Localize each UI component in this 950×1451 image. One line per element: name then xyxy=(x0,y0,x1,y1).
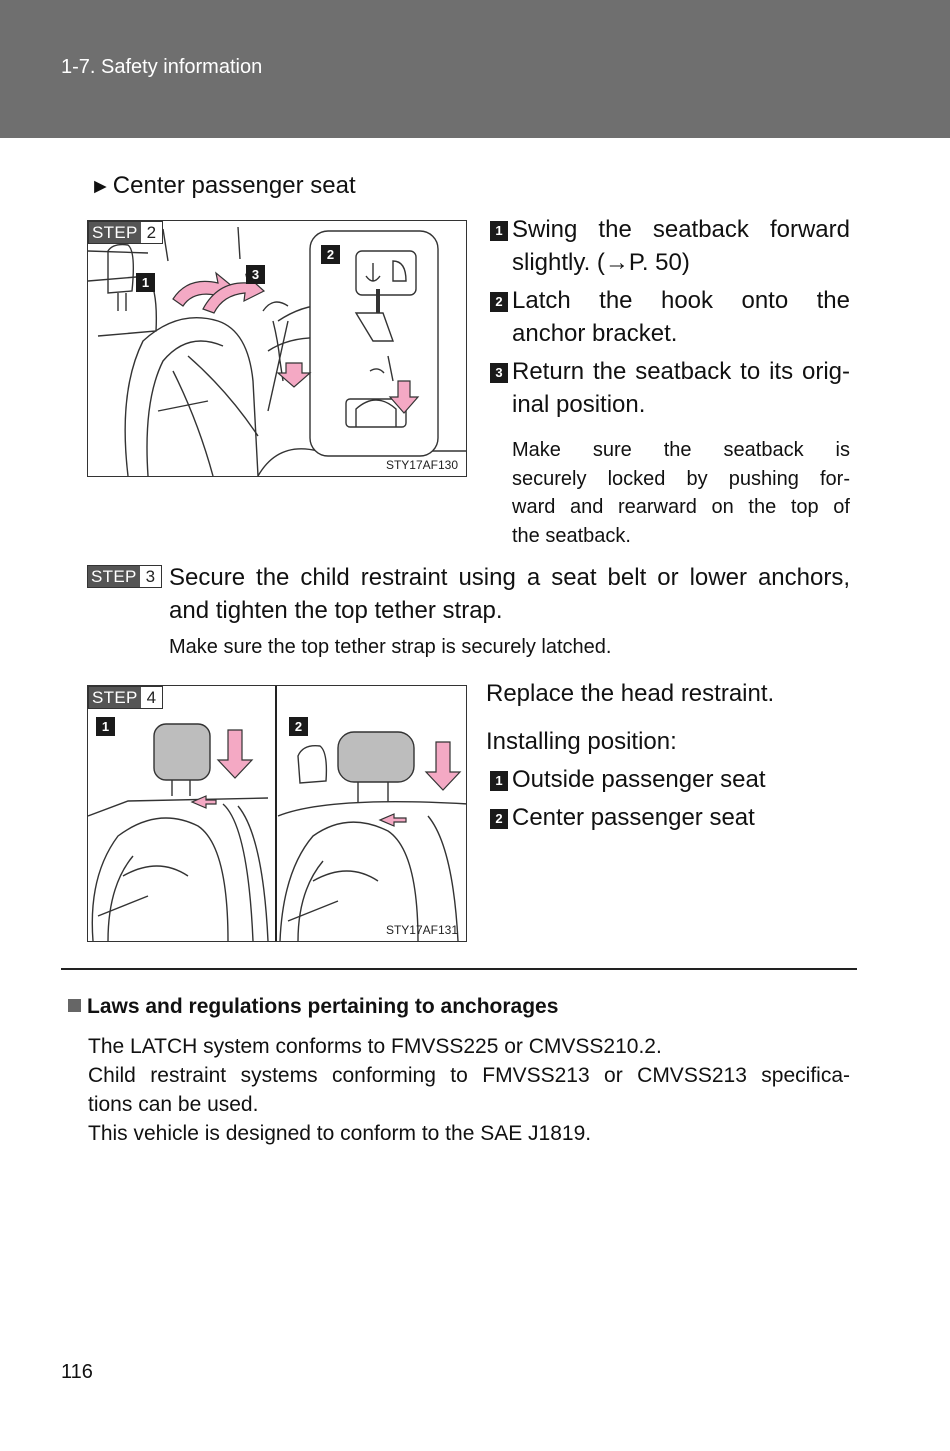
step-3-label: STEP xyxy=(88,566,140,587)
installing-item-2-number: 2 xyxy=(490,809,508,829)
step-4-label: STEP xyxy=(89,687,141,708)
square-bullet-icon xyxy=(68,999,81,1012)
seatback-illustration xyxy=(88,221,467,477)
section-divider xyxy=(61,968,857,970)
figure-head-restraint xyxy=(87,685,467,942)
step2-item-3-number: 3 xyxy=(490,363,508,383)
laws-p3: This vehicle is designed to conform to the SAE J1819. xyxy=(88,1122,592,1145)
step2-note-line1: Make sure the seatback is xyxy=(512,439,850,461)
step2-note-line4: the seatback. xyxy=(512,524,631,547)
step-3-badge xyxy=(87,565,162,588)
installing-item-2 xyxy=(490,801,850,834)
step2-note xyxy=(512,436,850,550)
step2-item-1-line1: Swing the seatback forward xyxy=(512,216,850,243)
step-3-number: 3 xyxy=(145,567,156,586)
step2-item-1-number: 1 xyxy=(490,221,508,241)
step4-text: Replace the head restraint. xyxy=(486,680,775,707)
step2-item-1-line2: slightly. (→P. 50) xyxy=(512,249,690,276)
step3-line2: and tighten the top tether strap. xyxy=(169,597,503,624)
laws-p1: The LATCH system conforms to FMVSS225 or CMVSS210.2. xyxy=(88,1035,662,1058)
figure1-code: STY17AF130 xyxy=(385,458,458,472)
step3-text xyxy=(169,561,850,627)
step-2-badge xyxy=(88,221,163,244)
step2-note-line2: securely locked by pushing for- xyxy=(512,467,850,490)
step-4-badge xyxy=(88,686,163,709)
step-4-number: 4 xyxy=(146,688,157,707)
installing-item-1-number: 1 xyxy=(490,771,508,791)
step2-item-3 xyxy=(490,355,850,418)
step2-item-2-line2: anchor bracket. xyxy=(512,320,678,347)
head-restraint-illustration xyxy=(88,686,467,942)
figure1-callout-3: 3 xyxy=(246,265,265,284)
laws-heading xyxy=(68,995,558,1019)
installing-item-1-label: Outside passenger seat xyxy=(512,766,766,793)
figure1-callout-1: 1 xyxy=(136,273,155,292)
figure2-callout-2: 2 xyxy=(289,717,308,736)
step-2-label: STEP xyxy=(89,222,141,243)
figure2-callout-1: 1 xyxy=(96,717,115,736)
step2-item-3-line2: inal position. xyxy=(512,391,646,418)
center-seat-heading xyxy=(90,172,356,200)
page-header xyxy=(0,0,950,138)
center-seat-heading-text: Center passenger seat xyxy=(112,172,356,199)
installing-item-1 xyxy=(490,763,850,796)
installing-item-2-label: Center passenger seat xyxy=(512,804,755,831)
step2-item-2 xyxy=(490,284,850,347)
laws-p2a: Child restraint systems conforming to FMVSS213 or CMVSS213 specifica- xyxy=(88,1064,850,1087)
laws-heading-text: Laws and regulations pertaining to anchorages xyxy=(87,995,559,1018)
step3-line1: Secure the child restraint using a seat belt or lower anchors, xyxy=(169,564,850,591)
step3-note: Make sure the top tether strap is securely latched. xyxy=(169,636,612,658)
section-title: 1-7. Safety information xyxy=(61,56,263,78)
laws-body xyxy=(88,1032,850,1148)
step2-item-1 xyxy=(490,213,850,276)
figure1-callout-2: 2 xyxy=(321,245,340,264)
figure-seatback-anchor xyxy=(87,220,467,477)
step2-item-2-number: 2 xyxy=(490,292,508,312)
step2-note-line3: ward and rearward on the top of xyxy=(512,496,850,518)
step-2-number: 2 xyxy=(146,223,157,242)
triangle-marker-icon: ► xyxy=(90,175,111,198)
installing-position-label: Installing position: xyxy=(486,728,677,755)
figure2-code: STY17AF131 xyxy=(385,923,458,937)
laws-p2b: tions can be used. xyxy=(88,1093,259,1116)
step2-item-3-line1: Return the seatback to its orig- xyxy=(512,358,850,385)
step2-item-2-line1: Latch the hook onto the xyxy=(512,287,850,314)
page-number: 116 xyxy=(61,1361,93,1383)
